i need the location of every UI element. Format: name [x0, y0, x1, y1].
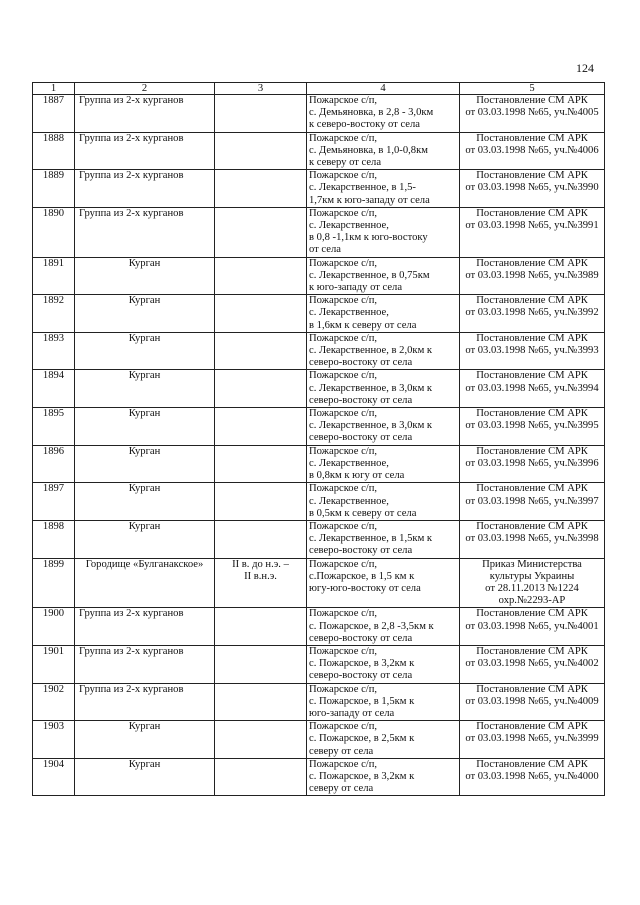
- protection-document-cell: [460, 257, 605, 295]
- dating-cell: [215, 95, 307, 133]
- object-name-cell: Группа из 2-х курганов: [75, 608, 215, 646]
- column-number-row: [33, 83, 605, 95]
- protection-document-cell: [460, 170, 605, 208]
- document-line: от 03.03.1998 №65, уч.№4001: [465, 620, 599, 632]
- document-line: от 03.03.1998 №65, уч.№4009: [465, 695, 599, 707]
- document-line: от 03.03.1998 №65, уч.№3995: [465, 420, 599, 432]
- document-line: Постановление СМ АРК: [476, 721, 588, 733]
- protection-document-cell: [460, 370, 605, 408]
- column-header: 3: [215, 83, 307, 95]
- location-line: с. Пожарское, в 2,8 -3,5км к: [309, 620, 434, 632]
- location-line: Пожарское с/п,: [309, 207, 378, 219]
- object-name-cell: Курган: [75, 483, 215, 521]
- document-line: от 03.03.1998 №65, уч.№4000: [465, 770, 599, 782]
- object-name-cell: Группа из 2-х курганов: [75, 170, 215, 208]
- document-line: от 03.03.1998 №65, уч.№3996: [465, 457, 599, 469]
- location-line: Пожарское с/п,: [309, 721, 378, 733]
- object-name-cell: Группа из 2-х курганов: [75, 95, 215, 133]
- location-cell: [307, 721, 460, 759]
- document-line: Постановление СМ АРК: [476, 408, 588, 420]
- location-line: Пожарское с/п,: [309, 608, 378, 620]
- table-row: [33, 257, 605, 295]
- object-name-cell: Курган: [75, 332, 215, 370]
- column-header: 2: [75, 83, 215, 95]
- dating-cell: [215, 408, 307, 446]
- record-number-cell: 1900: [33, 608, 75, 646]
- document-line: от 03.03.1998 №65, уч.№4005: [465, 107, 599, 119]
- location-line: от села: [309, 244, 341, 256]
- record-number-cell: 1897: [33, 483, 75, 521]
- location-line: Пожарское с/п,: [309, 558, 378, 570]
- location-cell: [307, 558, 460, 608]
- document-line: от 03.03.1998 №65, уч.№3992: [465, 307, 599, 319]
- record-number-cell: 1893: [33, 332, 75, 370]
- location-cell: [307, 608, 460, 646]
- document-line: Постановление СМ АРК: [476, 520, 588, 532]
- document-line: Постановление СМ АРК: [476, 608, 588, 620]
- document-line: Постановление СМ АРК: [476, 170, 588, 182]
- protection-document-cell: [460, 408, 605, 446]
- record-number-cell: 1891: [33, 257, 75, 295]
- location-line: Пожарское с/п,: [309, 445, 378, 457]
- document-line: Постановление СМ АРК: [476, 370, 588, 382]
- page-number: 124: [576, 61, 594, 75]
- location-line: северу от села: [309, 783, 374, 795]
- protection-document-cell: [460, 608, 605, 646]
- location-line: с. Лекарственное,: [309, 495, 389, 507]
- document-line: от 03.03.1998 №65, уч.№3990: [465, 182, 599, 194]
- location-line: 1,7км к юго-западу от села: [309, 194, 430, 206]
- location-line: северо-востоку от села: [309, 632, 413, 644]
- table-row: [33, 170, 605, 208]
- dating-cell: [215, 721, 307, 759]
- location-line: северо-востоку от села: [309, 670, 413, 682]
- object-name-cell: Курган: [75, 520, 215, 558]
- location-line: северо-востоку от села: [309, 357, 413, 369]
- dating-cell: [215, 257, 307, 295]
- location-line: Пожарское с/п,: [309, 132, 378, 144]
- dating-cell: [215, 445, 307, 483]
- location-line: Пожарское с/п,: [309, 683, 378, 695]
- location-line: Пожарское с/п,: [309, 332, 378, 344]
- object-name-cell: Курган: [75, 408, 215, 446]
- record-number-cell: 1896: [33, 445, 75, 483]
- location-line: с. Пожарское, в 3,2км к: [309, 770, 415, 782]
- location-line: с. Пожарское, в 2,5км к: [309, 733, 415, 745]
- location-cell: [307, 445, 460, 483]
- object-name-cell: Курган: [75, 758, 215, 796]
- location-line: в 0,8км к югу от села: [309, 470, 405, 482]
- location-line: с. Лекарственное, в 3,0км к: [309, 382, 433, 394]
- location-line: с. Лекарственное,: [309, 220, 389, 232]
- location-cell: [307, 758, 460, 796]
- object-name-cell: Курган: [75, 370, 215, 408]
- location-line: Пожарское с/п,: [309, 758, 378, 770]
- column-header: 4: [307, 83, 460, 95]
- object-name-cell: Курган: [75, 257, 215, 295]
- location-line: с. Лекарственное,: [309, 457, 389, 469]
- table-row: [33, 445, 605, 483]
- document-line: от 03.03.1998 №65, уч.№3994: [465, 382, 599, 394]
- document-line: Постановление СМ АРК: [476, 207, 588, 219]
- table-row: [33, 207, 605, 257]
- document-line: Постановление СМ АРК: [476, 758, 588, 770]
- document-line: от 03.03.1998 №65, уч.№4006: [465, 144, 599, 156]
- location-line: Пожарское с/п,: [309, 257, 378, 269]
- protection-document-cell: [460, 132, 605, 170]
- document-line: Постановление СМ АРК: [476, 95, 588, 106]
- location-line: Пожарское с/п,: [309, 295, 378, 307]
- protection-document-cell: [460, 645, 605, 683]
- dating-cell: [215, 608, 307, 646]
- dating-cell: [215, 207, 307, 257]
- table-row: [33, 683, 605, 721]
- location-line: с. Лекарственное, в 1,5км к: [309, 533, 433, 545]
- record-number-cell: 1902: [33, 683, 75, 721]
- record-number-cell: 1892: [33, 295, 75, 333]
- location-line: с. Демьяновка, в 1,0-0,8км: [309, 144, 428, 156]
- document-line: от 03.03.1998 №65, уч.№3991: [465, 220, 599, 232]
- table-row: [33, 408, 605, 446]
- location-line: северо-востоку от села: [309, 545, 413, 557]
- location-line: с. Лекарственное, в 1,5-: [309, 182, 416, 194]
- location-line: к северу от села: [309, 157, 382, 169]
- document-line: от 03.03.1998 №65, уч.№3997: [465, 495, 599, 507]
- protection-document-cell: [460, 721, 605, 759]
- object-name-cell: Курган: [75, 445, 215, 483]
- record-number-cell: 1887: [33, 95, 75, 133]
- object-name-cell: Группа из 2-х курганов: [75, 645, 215, 683]
- location-line: Пожарское с/п,: [309, 483, 378, 495]
- protection-document-cell: [460, 558, 605, 608]
- protection-document-cell: [460, 95, 605, 133]
- table-row: [33, 132, 605, 170]
- location-cell: [307, 295, 460, 333]
- location-cell: [307, 257, 460, 295]
- location-cell: [307, 132, 460, 170]
- column-header: 1: [33, 83, 75, 95]
- protection-document-cell: [460, 758, 605, 796]
- location-line: с. Лекарственное, в 2,0км к: [309, 345, 433, 357]
- dating-cell: [215, 645, 307, 683]
- record-number-cell: 1903: [33, 721, 75, 759]
- document-line: от 03.03.1998 №65, уч.№3999: [465, 733, 599, 745]
- location-cell: [307, 520, 460, 558]
- document-line: от 28.11.2013 №1224: [485, 582, 579, 594]
- location-line: северо-востоку от села: [309, 432, 413, 444]
- location-cell: [307, 645, 460, 683]
- table-row: [33, 483, 605, 521]
- location-line: Пожарское с/п,: [309, 170, 378, 182]
- document-line: от 03.03.1998 №65, уч.№4002: [465, 658, 599, 670]
- location-cell: [307, 170, 460, 208]
- table-row: [33, 332, 605, 370]
- location-cell: [307, 483, 460, 521]
- location-line: Пожарское с/п,: [309, 95, 378, 106]
- location-line: северу от села: [309, 745, 374, 757]
- dating-cell: [215, 132, 307, 170]
- protection-document-cell: [460, 207, 605, 257]
- location-line: с.Пожарское, в 1,5 км к: [309, 570, 415, 582]
- document-line: Постановление СМ АРК: [476, 645, 588, 657]
- record-number-cell: 1894: [33, 370, 75, 408]
- protection-document-cell: [460, 520, 605, 558]
- table-row: [33, 95, 605, 133]
- location-line: в 0,8 -1,1км к юго-востоку: [309, 232, 428, 244]
- location-cell: [307, 332, 460, 370]
- protection-document-cell: [460, 683, 605, 721]
- dating-cell: [215, 370, 307, 408]
- object-name-cell: Городище «Булганакское»: [75, 558, 215, 608]
- table-row: [33, 520, 605, 558]
- location-line: Пожарское с/п,: [309, 520, 378, 532]
- document-line: Приказ Министерства: [482, 558, 582, 570]
- dating-line: II в.н.э.: [244, 570, 277, 582]
- register-body: [33, 95, 605, 796]
- location-line: с. Лекарственное,: [309, 307, 389, 319]
- table-row: [33, 370, 605, 408]
- location-line: с. Лекарственное, в 3,0км к: [309, 420, 433, 432]
- document-line: Постановление СМ АРК: [476, 257, 588, 269]
- record-number-cell: 1904: [33, 758, 75, 796]
- object-name-cell: Группа из 2-х курганов: [75, 683, 215, 721]
- dating-cell: [215, 558, 307, 608]
- location-line: с. Демьяновка, в 2,8 - 3,0км: [309, 107, 434, 119]
- location-line: в 1,6км к северу от села: [309, 319, 417, 331]
- location-line: в 0,5км к северу от села: [309, 507, 417, 519]
- document-line: культуры Украины: [489, 570, 575, 582]
- table-row: [33, 721, 605, 759]
- protection-document-cell: [460, 332, 605, 370]
- location-cell: [307, 207, 460, 257]
- table-row: [33, 558, 605, 608]
- location-line: с. Пожарское, в 3,2км к: [309, 658, 415, 670]
- column-header: 5: [460, 83, 605, 95]
- record-number-cell: 1901: [33, 645, 75, 683]
- dating-cell: [215, 683, 307, 721]
- record-number-cell: 1889: [33, 170, 75, 208]
- dating-cell: [215, 758, 307, 796]
- document-line: от 03.03.1998 №65, уч.№3993: [465, 345, 599, 357]
- location-line: северо-востоку от села: [309, 394, 413, 406]
- object-name-cell: Группа из 2-х курганов: [75, 132, 215, 170]
- document-line: от 03.03.1998 №65, уч.№3989: [465, 269, 599, 281]
- object-name-cell: Курган: [75, 295, 215, 333]
- document-line: Постановление СМ АРК: [476, 483, 588, 495]
- location-line: югу-юго-востоку от села: [309, 582, 421, 594]
- protection-document-cell: [460, 295, 605, 333]
- protection-document-cell: [460, 483, 605, 521]
- document-line: Постановление СМ АРК: [476, 332, 588, 344]
- document-line: Постановление СМ АРК: [476, 445, 588, 457]
- dating-cell: [215, 520, 307, 558]
- location-cell: [307, 95, 460, 133]
- location-cell: [307, 683, 460, 721]
- object-name-cell: Группа из 2-х курганов: [75, 207, 215, 257]
- record-number-cell: 1899: [33, 558, 75, 608]
- table-row: [33, 645, 605, 683]
- table-row: [33, 758, 605, 796]
- dating-cell: [215, 332, 307, 370]
- document-line: от 03.03.1998 №65, уч.№3998: [465, 533, 599, 545]
- document-line: Постановление СМ АРК: [476, 295, 588, 307]
- dating-cell: [215, 170, 307, 208]
- record-number-cell: 1898: [33, 520, 75, 558]
- location-line: Пожарское с/п,: [309, 645, 378, 657]
- record-number-cell: 1895: [33, 408, 75, 446]
- table-row: [33, 295, 605, 333]
- dating-line: II в. до н.э. –: [232, 558, 289, 570]
- location-line: с. Лекарственное, в 0,75км: [309, 269, 430, 281]
- record-number-cell: 1888: [33, 132, 75, 170]
- table-row: [33, 608, 605, 646]
- location-line: Пожарское с/п,: [309, 370, 378, 382]
- location-line: с. Пожарское, в 1,5км к: [309, 695, 415, 707]
- location-line: к юго-западу от села: [309, 282, 403, 294]
- location-cell: [307, 408, 460, 446]
- document-line: охр.№2293-АР: [498, 595, 566, 607]
- monument-register-table: [32, 82, 605, 796]
- location-line: к северо-востоку от села: [309, 119, 420, 131]
- location-line: Пожарское с/п,: [309, 408, 378, 420]
- protection-document-cell: [460, 445, 605, 483]
- location-line: юго-западу от села: [309, 707, 395, 719]
- object-name-cell: Курган: [75, 721, 215, 759]
- dating-cell: [215, 483, 307, 521]
- document-line: Постановление СМ АРК: [476, 683, 588, 695]
- dating-cell: [215, 295, 307, 333]
- document-line: Постановление СМ АРК: [476, 132, 588, 144]
- location-cell: [307, 370, 460, 408]
- record-number-cell: 1890: [33, 207, 75, 257]
